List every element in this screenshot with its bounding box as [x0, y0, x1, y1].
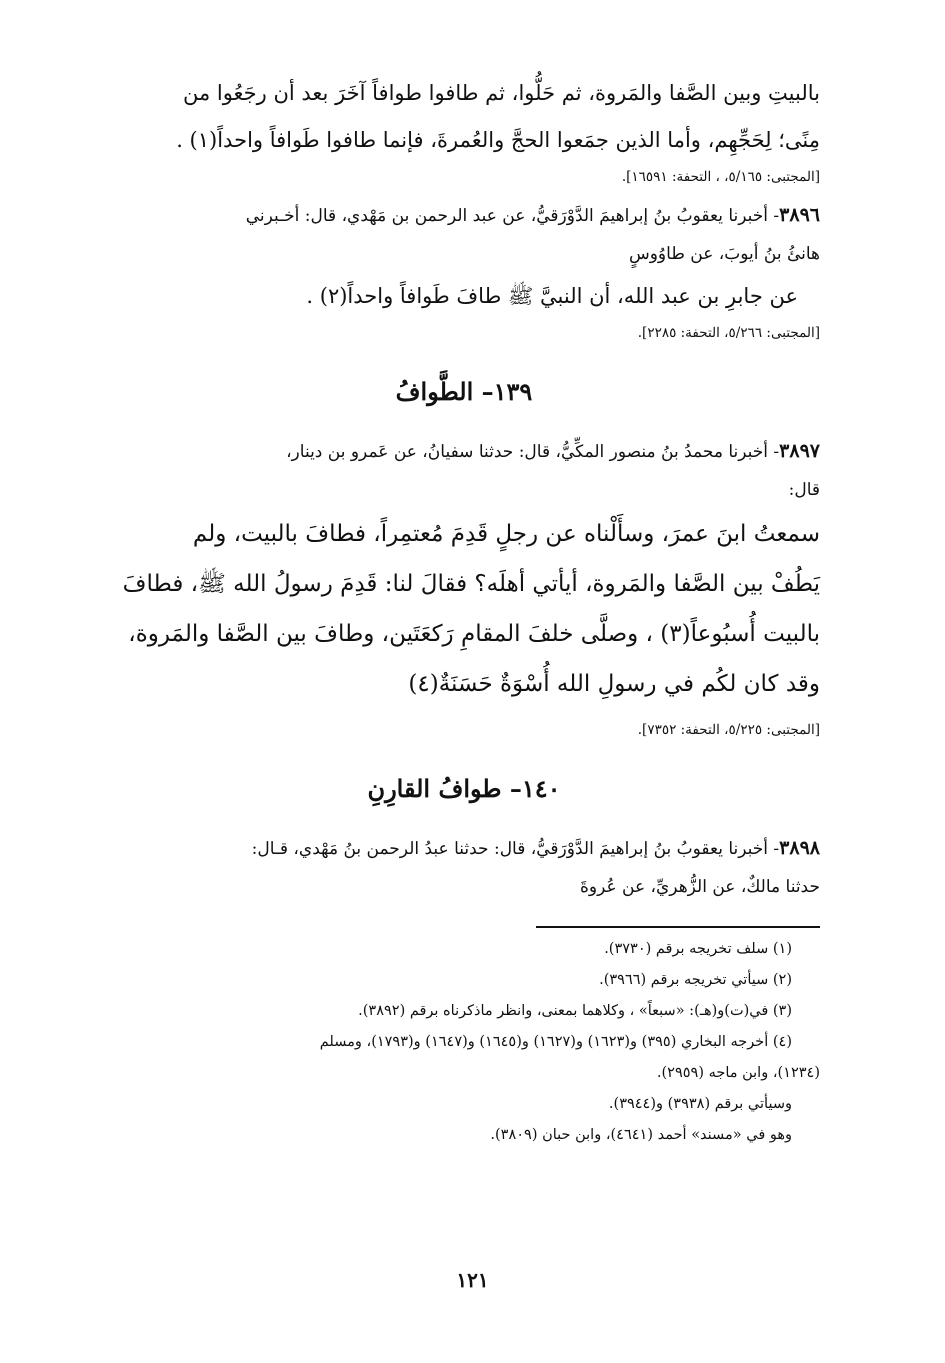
hadith-number: ٣٨٩٨	[779, 837, 820, 859]
hadith-matn: وقد كان لكُم في رسولِ الله أُسْوَةٌ حَسَنَةٌ(٤)	[408, 671, 820, 697]
footnote: (٢) سيأتي تخريجه برقم (٣٩٦٦).	[599, 972, 792, 988]
page-number: ١٢١	[456, 1268, 489, 1292]
hadith-matn: بالبيت أُسبُوعاً(٣) ، وصلَّى خلفَ المقامِ رَكعَتَين، وطافَ بين الصَّفا والمَروة،	[128, 621, 820, 647]
footnote: (٤) أخرجه البخاري (٣٩٥) و(١٦٢٣) و(١٦٢٧) و(١٦٤٥) و(١٦٤٧) و(١٧٩٣)، ومسلم	[319, 1034, 792, 1050]
footnote-divider	[536, 926, 820, 928]
isnad-continuation: حدثنا مالكٌ، عن الزُّهريِّ، عن عُروةَ	[579, 877, 820, 897]
hadith-matn: سمعتُ ابنَ عمرَ، وسأَلْناه عن رجلٍ قَدِمَ مُعتمِراً، فطافَ بالبيت، ولم	[192, 521, 820, 547]
footnote-continuation: وهو في «مسند» أحمد (٤٦٤١)، وابن حبان (٣٨٠٩).	[490, 1127, 792, 1143]
isnad-text: - أخبرنا يعقوبُ بنُ إبراهيمَ الدَّوْرَقيُّ، عن عبد الرحمن بن مَهْدي، قال: أخـبرني	[245, 206, 780, 226]
text-line: بالبيتِ وبين الصَّفا والمَروة، ثم حَلُّوا، ثم طافوا طوافاً آخَرَ بعد أن رجَعُوا من	[182, 81, 820, 105]
hadith-isnad	[108, 829, 820, 868]
text-line: مِنًى؛ لِحَجِّهِم، وأما الذين جمَعوا الحجَّ والعُمرةَ، فإنما طافوا طَوافاً واحداً(١) .	[176, 128, 820, 152]
hadith-isnad	[108, 432, 820, 471]
hadith-isnad	[108, 196, 820, 235]
footnote: (٣) في(ت)و(هـ): «سبعاً» ، وكلاهما بمعنى، وانظر ماذكرناه برقم (٣٨٩٢).	[358, 1003, 792, 1019]
hadith-number: ٣٨٩٧	[779, 440, 820, 462]
hadith-number: ٣٨٩٦	[779, 204, 820, 226]
footnote-continuation: (١٢٣٤)، وابن ماجه (٢٩٥٩).	[656, 1065, 820, 1081]
hadith-matn: عن جابرِ بن عبد الله، أن النبيَّ ﷺ طافَ طَوافاً واحداً(٢) .	[306, 284, 798, 308]
isnad-text: - أخبرنا محمدُ بنُ منصور المكِّيُّ، قال: حدثنا سفيانُ، عن عَمرو بن دينار،	[286, 442, 780, 462]
chapter-heading: ١٤٠– طوافُ القارِنِ	[367, 774, 561, 803]
reference-line: [المجتبى: ٥/١٦٥، ، التحفة: ١٦٥٩١].	[621, 169, 820, 185]
isnad-continuation: قال:	[788, 480, 820, 500]
footnote-continuation: وسيأتي برقم (٣٩٣٨) و(٣٩٤٤).	[608, 1096, 792, 1112]
isnad-continuation: هانئُ بنُ أيوبَ، عن طاوُوسٍ	[628, 244, 820, 264]
page-body	[108, 70, 820, 1151]
reference-line: [المجتبى: ٥/٢٦٦، التحفة: ٢٢٨٥].	[637, 325, 820, 341]
hadith-matn: يَطُفْ بين الصَّفا والمَروة، أيأتي أهلَه؟ فقالَ لنا: قَدِمَ رسولُ الله ﷺ، فطافَ	[122, 571, 820, 597]
footnote: (١) سلف تخريجه برقم (٣٧٣٠).	[604, 941, 792, 957]
isnad-text: - أخبرنا يعقوبُ بنُ إبراهيمَ الدَّوْرَقيُّ، قال: حدثنا عبدُ الرحمن بنُ مَهْدي، قـال:	[251, 839, 780, 859]
chapter-heading: ١٣٩– الطَّوافُ	[395, 377, 533, 406]
reference-line: [المجتبى: ٥/٢٢٥، التحفة: ٧٣٥٢].	[637, 722, 820, 738]
